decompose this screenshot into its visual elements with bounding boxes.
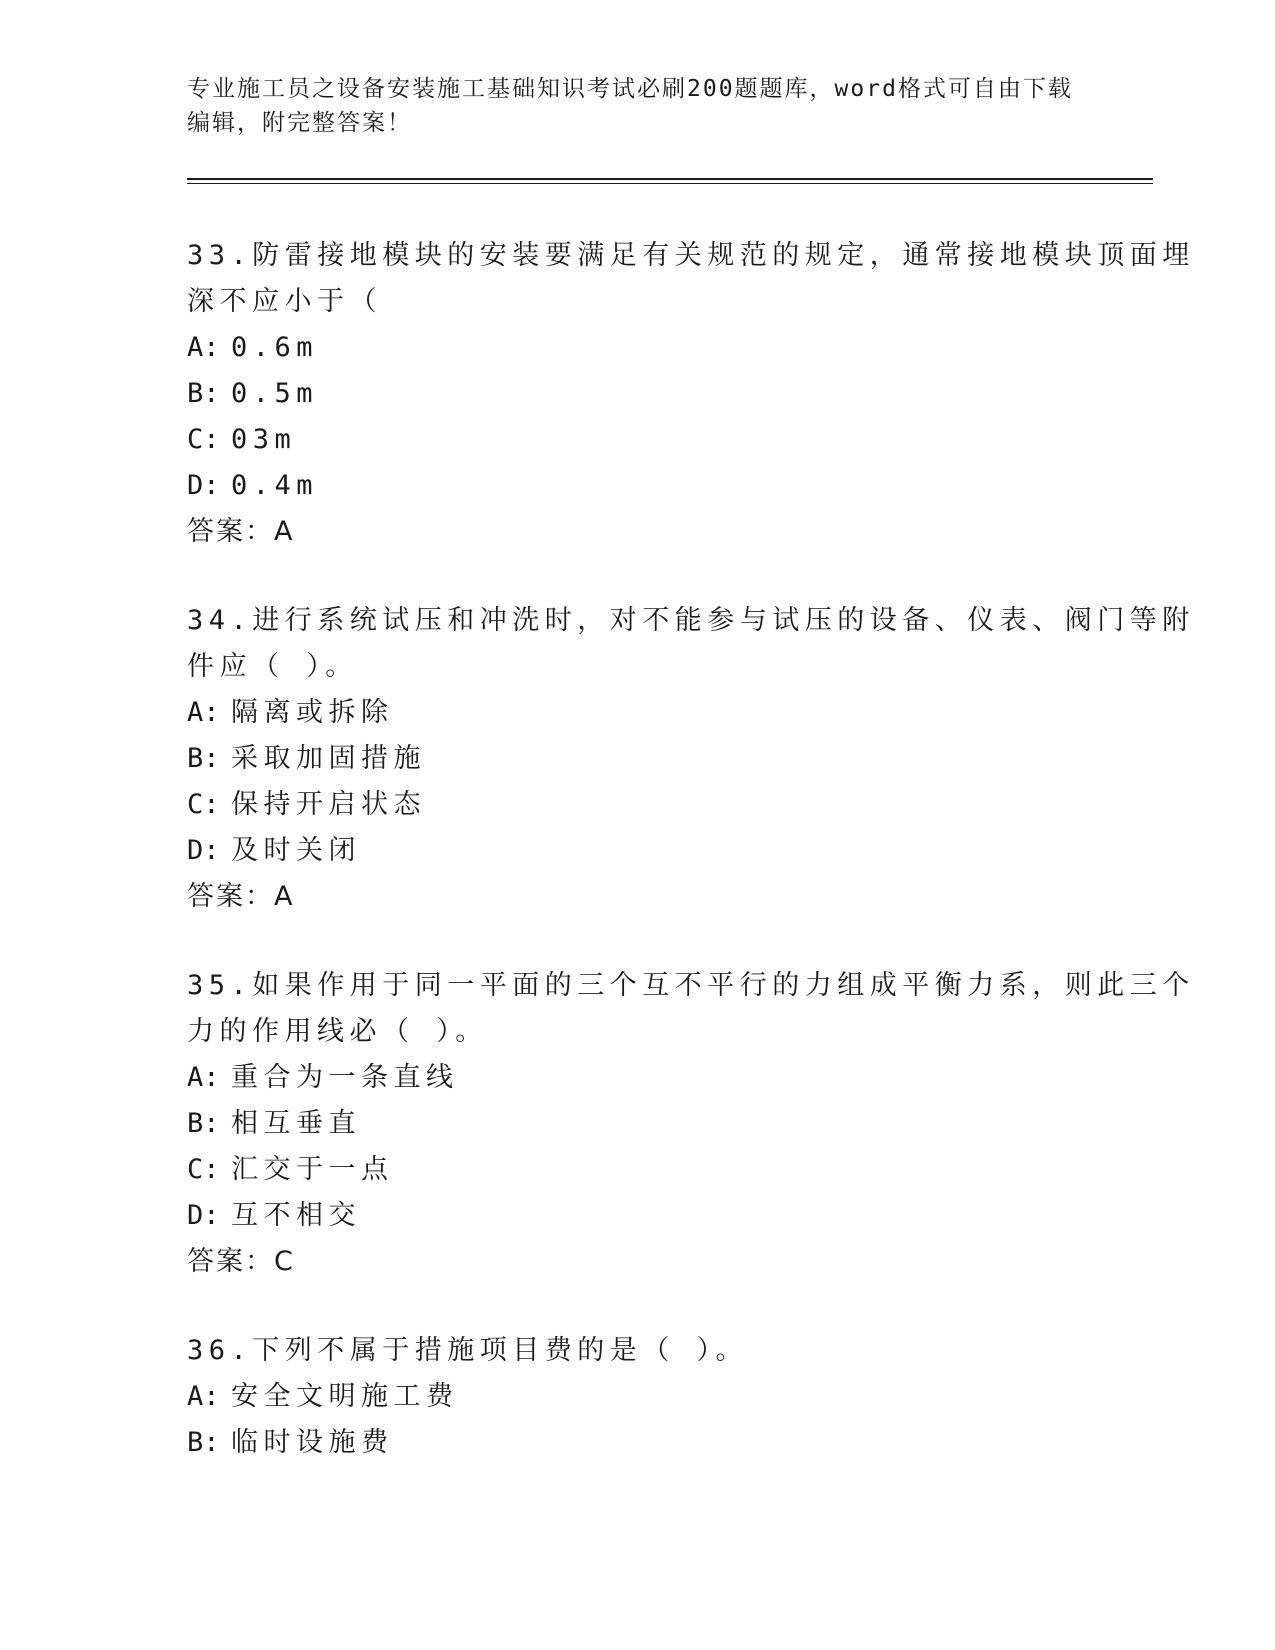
option-text: 临时设施费 <box>231 1427 394 1458</box>
question-list <box>187 233 1195 1509</box>
option-text: 03m <box>231 424 297 455</box>
option-b <box>187 1420 1087 1466</box>
answer-value: C <box>274 1246 293 1277</box>
answer-label: 答案： <box>187 1246 274 1277</box>
option-text: 相互垂直 <box>231 1108 361 1139</box>
option-text: 及时关闭 <box>231 835 361 866</box>
question-34 <box>187 598 1195 920</box>
option-letter: A: <box>187 1062 220 1093</box>
header-divider-thin <box>187 183 1153 184</box>
question-stem-line: 35.如果作用于同一平面的三个互不平行的力组成平衡力系，则此三个 <box>187 970 1195 1001</box>
option-letter: D: <box>187 1200 220 1231</box>
question-stem-line: 36.下列不属于措施项目费的是（ ）。 <box>187 1335 749 1366</box>
option-c <box>187 417 1087 463</box>
option-b <box>187 371 1087 417</box>
option-a <box>187 690 1087 736</box>
question-stem-line: 深不应小于（ <box>187 286 382 317</box>
option-letter: A: <box>187 332 220 363</box>
document-header <box>187 72 1077 140</box>
option-d <box>187 828 1087 874</box>
question-stem-line: 33.防雷接地模块的安装要满足有关规范的规定，通常接地模块顶面埋 <box>187 240 1195 271</box>
option-b <box>187 736 1087 782</box>
option-a <box>187 1374 1087 1420</box>
option-letter: D: <box>187 470 220 501</box>
answer-label: 答案： <box>187 881 274 912</box>
question-33 <box>187 233 1195 555</box>
question-35 <box>187 963 1195 1285</box>
option-letter: A: <box>187 697 220 728</box>
option-letter: C: <box>187 1154 220 1185</box>
option-a <box>187 325 1087 371</box>
option-text: 汇交于一点 <box>231 1154 394 1185</box>
answer-line <box>187 509 1087 555</box>
option-letter: B: <box>187 378 220 409</box>
option-text: 0.6m <box>231 332 319 363</box>
option-letter: B: <box>187 743 220 774</box>
option-text: 保持开启状态 <box>231 789 426 820</box>
option-letter: C: <box>187 424 220 455</box>
header-line-1: 专业施工员之设备安装施工基础知识考试必刷200题题库，word格式可自由下载 <box>187 76 1073 102</box>
option-letter: B: <box>187 1108 220 1139</box>
answer-line <box>187 1239 1087 1285</box>
option-letter: D: <box>187 835 220 866</box>
header-divider-thick <box>187 178 1153 180</box>
option-text: 隔离或拆除 <box>231 697 394 728</box>
option-c <box>187 782 1087 828</box>
header-line-2: 编辑，附完整答案！ <box>187 110 412 136</box>
option-text: 互不相交 <box>231 1200 361 1231</box>
option-text: 0.5m <box>231 378 319 409</box>
option-text: 重合为一条直线 <box>231 1062 459 1093</box>
option-d <box>187 1193 1087 1239</box>
option-d <box>187 463 1087 509</box>
option-c <box>187 1147 1087 1193</box>
option-a <box>187 1055 1087 1101</box>
answer-value: A <box>274 516 293 547</box>
option-text: 采取加固措施 <box>231 743 426 774</box>
question-stem-line: 件应（ ）。 <box>187 651 358 682</box>
question-36 <box>187 1328 1087 1466</box>
question-stem-line: 34.进行系统试压和冲洗时，对不能参与试压的设备、仪表、阀门等附 <box>187 605 1195 636</box>
option-text: 安全文明施工费 <box>231 1381 459 1412</box>
option-letter: B: <box>187 1427 220 1458</box>
option-letter: A: <box>187 1381 220 1412</box>
answer-label: 答案： <box>187 516 274 547</box>
option-b <box>187 1101 1087 1147</box>
question-stem-line: 力的作用线必（ ）。 <box>187 1016 488 1047</box>
option-letter: C: <box>187 789 220 820</box>
option-text: 0.4m <box>231 470 319 501</box>
answer-line <box>187 874 1087 920</box>
answer-value: A <box>274 881 293 912</box>
